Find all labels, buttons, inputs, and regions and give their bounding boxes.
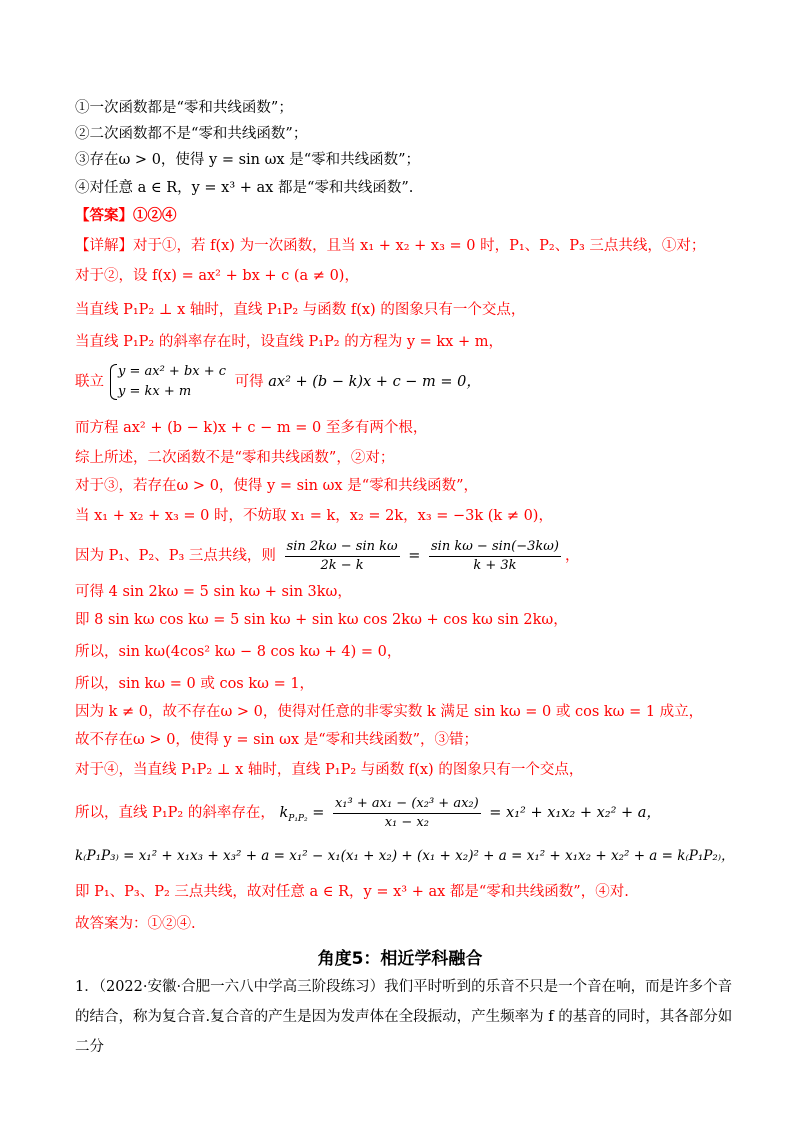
detail-line-5-eq: ax² + (b − k)x + c − m = 0， (268, 374, 481, 390)
problem-text: 1．（2022·安徽·合肥一六八中学高三阶段练习）我们平时听到的乐音不只是一个音在响，而是许多个音的结合，称为复合音.复合音的产生是因为发声体在全段振动，产生频率为 f 的基音的同时，其各部分如二分 (75, 979, 733, 1055)
detail-line-10-pre: 因为 P₁、P₂、P₃ 三点共线，则 (75, 548, 276, 564)
detail-line-1: 【详解】对于①，若 f(x) 为一次函数，且当 x₁ + x₂ + x₃ = 0 时，P₁、P₂、P₃ 三点共线，①对； (75, 238, 706, 254)
detail-line-17: 对于④，当直线 P₁P₂ ⊥ x 轴时，直线 P₁P₂ 与函数 f(x) 的图象只有一个交点， (75, 762, 584, 778)
detail-line-12: 即 8 sin kω cos kω = 5 sin kω + sin kω cos 2kω + cos kω sin 2kω， (75, 612, 568, 628)
slope-fraction-num: x₁³ + ax₁ − (x₂³ + ax₂) (333, 795, 481, 814)
fraction-left-num: sin 2kω − sin kω (285, 538, 400, 557)
system-eq-1: y = ax² + bx + c (118, 364, 227, 379)
detail-line-16: 故不存在ω > 0，使得 y = sin ωx 是“零和共线函数”，③错； (75, 732, 479, 748)
detail-line-18: 所以，直线 P₁P₂ 的斜率存在， $k_{P_1P_2}$ = $\frac{\text{x₁³ + ax₁ − (x₂³ + ax₂)}}{\text{x₁ − x₂}}$ = x₁² + x₁x₂ + x₂² + a， (75, 795, 661, 830)
detail-line-5-pre: 联立 (75, 374, 104, 390)
detail-line-3: 当直线 P₁P₂ ⊥ x 轴时，直线 P₁P₂ 与函数 f(x) 的图象只有一个交点， (75, 302, 526, 318)
slope-symbol: $k_{P_1P_2}$ (279, 805, 308, 824)
detail-line-19: k₍P₁P₃₎ = x₁² + x₁x₃ + x₃² + a = x₁² − x₁(x₁ + x₂) + (x₁ + x₂)² + a = x₁² + x₁x₂ + x₂² + a = k₍P₁P₂₎， (75, 848, 735, 864)
statement-4: ④对任意 a ∈ R，y = x³ + ax 都是“零和共线函数”. (75, 180, 414, 196)
detail-line-8: 对于③，若存在ω > 0，使得 y = sin ωx 是“零和共线函数”， (75, 478, 479, 494)
statement-3: ③存在ω > 0，使得 y = sin ωx 是“零和共线函数”； (75, 152, 421, 168)
fraction-left (285, 538, 400, 575)
detail-line-20: 即 P₁、P₃、P₂ 三点共线，故对任意 a ∈ R，y = x³ + ax 都是“零和共线函数”，④对. (75, 884, 629, 900)
detail-line-7: 综上所述，二次函数不是“零和共线函数”，②对； (75, 450, 395, 466)
equation-system (108, 362, 226, 402)
detail-line-18-pre: 所以，直线 P₁P₂ 的斜率存在， (75, 805, 275, 821)
slope-fraction-den: x₁ − x₂ (384, 814, 429, 830)
detail-line-4: 当直线 P₁P₂ 的斜率存在时，设直线 P₁P₂ 的方程为 y = kx + m， (75, 334, 503, 350)
detail-line-6: 而方程 ax² + (b − k)x + c − m = 0 至多有两个根， (75, 420, 428, 436)
detail-line-14: 所以，sin kω = 0 或 cos kω = 1， (75, 676, 315, 692)
detail-line-5-mid: 可得 (234, 374, 264, 390)
answer-label: 【答案】①②④ (75, 207, 177, 224)
detail-line-13: 所以，sin kω(4cos² kω − 8 cos kω + 4) = 0， (75, 644, 402, 660)
fraction-right (429, 538, 561, 575)
section-title: 角度5：相近学科融合 (317, 949, 483, 969)
slope-result: = x₁² + x₁x₂ + x₂² + a， (489, 805, 661, 821)
fraction-right-den: k + 3k (473, 557, 517, 573)
slope-subscript: P₁P₂ (288, 813, 308, 824)
detail-line-2: 对于②，设 f(x) = ax² + bx + c (a ≠ 0)， (75, 268, 359, 284)
detail-line-5 (75, 360, 740, 404)
detail-line-9: 当 x₁ + x₂ + x₃ = 0 时，不妨取 x₁ = k，x₂ = 2k，x₃ = −3k (k ≠ 0)， (75, 508, 553, 524)
statement-2: ②二次函数都不是“零和共线函数”； (75, 126, 308, 142)
fraction-right-num: sin kω − sin(−3kω) (429, 538, 561, 557)
detail-line-10: 因为 P₁、P₂、P₃ 三点共线，则 $\frac{\text{sin 2kω − sin kω}}{2k - k}$ = $\frac{\text{sin kω − sin(−3kω)}}{k + 3k}$ ， (75, 538, 580, 573)
fraction-left-den: 2k − k (320, 557, 364, 573)
detail-line-11: 可得 4 sin 2kω = 5 sin kω + sin 3kω， (75, 584, 352, 600)
detail-line-21: 故答案为：①②④. (75, 916, 196, 932)
statement-1: ①一次函数都是“零和共线函数”； (75, 100, 293, 116)
system-eq-2: y = kx + m (118, 384, 192, 399)
detail-line-15: 因为 k ≠ 0，故不存在ω > 0，使得对任意的非零实数 k 满足 sin kω = 0 或 cos kω = 1 成立， (75, 704, 704, 720)
slope-fraction (333, 795, 481, 832)
